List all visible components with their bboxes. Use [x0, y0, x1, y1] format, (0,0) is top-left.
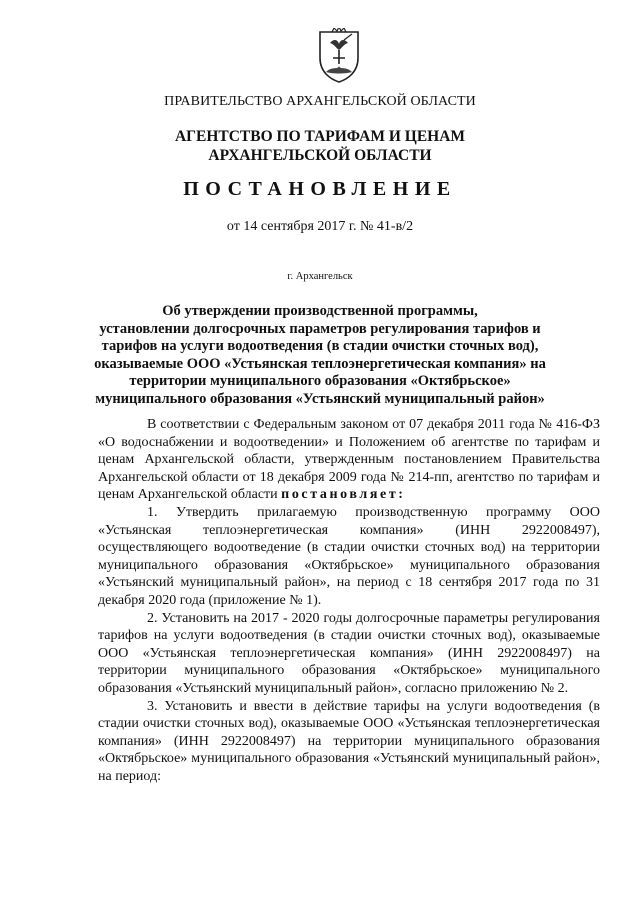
title-line: тарифов на услуги водоотведения (в стадии очистки сточных вод),: [101, 338, 539, 355]
city: г. Архангельск: [287, 271, 353, 282]
title-line: Об утверждении производственной программы,: [162, 303, 478, 319]
coat-of-arms-emblem: [316, 28, 362, 84]
document-title: [0, 303, 640, 409]
item-3-paragraph: 3. Установить и ввести в действие тарифы на услуги водоотведения (в стадии очистки сточных вод), оказываемые ООО «Устьянская теплоэнергетическая компания» (ИНН 2922008497) на территории муниципального образования «Октябрьское» муниципального образования «Устьянский муниципальный район», на период:: [98, 698, 600, 784]
intro-paragraph: [98, 416, 600, 504]
document-type: ПОСТАНОВЛЕНИЕ: [183, 178, 457, 200]
agency-name-line: АРХАНГЕЛЬСКОЙ ОБЛАСТИ: [208, 147, 432, 164]
agency-name: [0, 127, 640, 165]
item-1-paragraph: 1. Утвердить прилагаемую производственную программу ООО «Устьянская теплоэнергетическая компания» (ИНН 2922008497), осуществляющего водоотведение (в стадии очистки сточных вод) на территории муниципального образования «Октябрьское» муниципального образования «Устьянский муниципальный район», на период с 18 сентября 2017 года по 31 декабря 2020 года (приложение № 1).: [98, 504, 600, 608]
item-2-paragraph: 2. Установить на 2017 - 2020 годы долгосрочные параметры регулирования тарифов на услуги водоотведения (в стадии очистки сточных вод), оказываемые ООО «Устьянская теплоэнергетическая компания» (ИНН 2922008497) на территории муниципального образования «Октябрьское» муниципального образования «Устьянский муниципальный район», согласно приложению № 2.: [98, 610, 600, 696]
intro-text: В соответствии с Федеральным законом от 07 декабря 2011 года № 416-ФЗ «О водоснабжении и водоотведении» и Положением об агентстве по тарифам и ценам Архангельской области, утвержденным постановлением Правительства Архангельской области от 18 декабря 2009 года № 214-пп, агентство по тарифам и ценам Архангельской области: [98, 417, 600, 503]
document-body: [98, 416, 600, 785]
agency-name-line: АГЕНТСТВО ПО ТАРИФАМ И ЦЕНАМ: [174, 128, 466, 145]
title-line: оказываемые ООО «Устьянская теплоэнергетическая компания» на: [94, 355, 546, 372]
title-line: установлении долгосрочных параметров регулирования тарифов и: [99, 320, 541, 337]
title-line: муниципального образования «Устьянский муниципальный район»: [95, 390, 545, 407]
decree-word: постановляет:: [281, 487, 406, 503]
date-and-number: от 14 сентября 2017 г. № 41-в/2: [226, 219, 414, 234]
title-line: территории муниципального образования «Октябрьское»: [129, 373, 511, 390]
government-name: ПРАВИТЕЛЬСТВО АРХАНГЕЛЬСКОЙ ОБЛАСТИ: [164, 94, 476, 109]
